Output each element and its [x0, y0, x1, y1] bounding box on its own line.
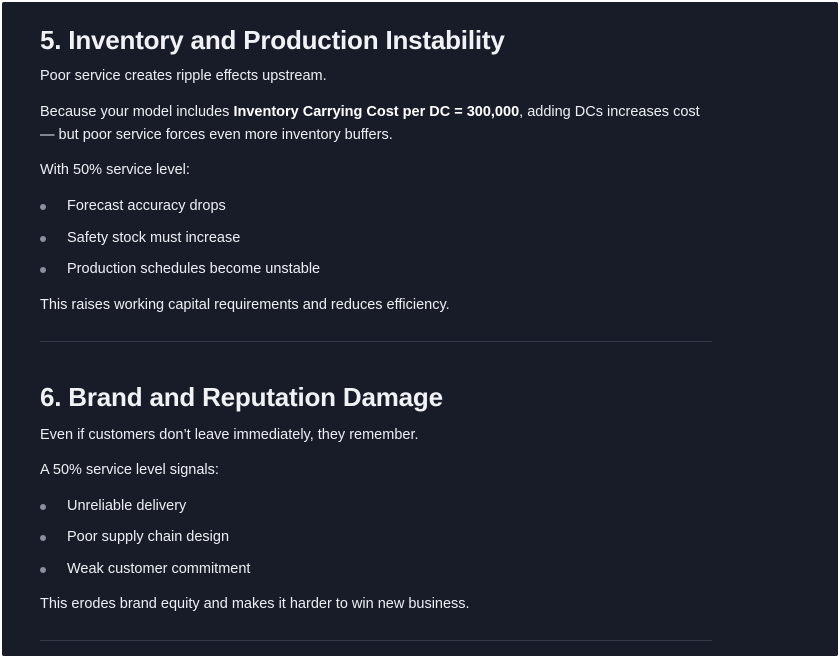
bullet-dot-icon: [40, 267, 46, 273]
section-5-paragraph: [40, 101, 700, 147]
paragraph-bold-text: Inventory Carrying Cost per DC = 300,000: [233, 104, 520, 120]
list-item: Forecast accuracy drops: [40, 195, 712, 227]
section-5-bullet-list: [40, 195, 712, 290]
bullet-dot-icon: [40, 535, 46, 541]
section-6-bullet-list: [40, 495, 712, 590]
list-item: Poor supply chain design: [40, 526, 712, 558]
list-item: Safety stock must increase: [40, 227, 712, 259]
section-6-closing: This erodes brand equity and makes it harder to win new business.: [40, 596, 470, 612]
section-5-lead: With 50% service level:: [40, 162, 190, 178]
section-divider: [40, 640, 712, 641]
chat-message-panel: [2, 2, 838, 656]
section-5-heading: 5. Inventory and Production Instability: [40, 25, 505, 55]
bullet-dot-icon: [40, 567, 46, 573]
list-item: Production schedules become unstable: [40, 258, 712, 290]
list-item: Weak customer commitment: [40, 558, 712, 590]
section-6-lead: A 50% service level signals:: [40, 461, 219, 478]
message-content: [40, 2, 712, 641]
paragraph-text-end: , adding DCs increases cost — but poor service forces even more inventory buffers.: [40, 104, 700, 143]
bullet-dot-icon: [40, 504, 46, 510]
section-6-intro: Even if customers don’t leave immediately, they remember.: [40, 426, 419, 443]
paragraph-text-start: Because your model includes: [40, 104, 234, 120]
list-item: Unreliable delivery: [40, 495, 712, 527]
bullet-dot-icon: [40, 204, 46, 210]
section-5-intro: Poor service creates ripple effects upstream.: [40, 68, 327, 84]
section-6-heading: 6. Brand and Reputation Damage: [40, 381, 443, 412]
section-5-closing: This raises working capital requirements and reduces efficiency.: [40, 296, 450, 313]
bullet-dot-icon: [40, 236, 46, 242]
